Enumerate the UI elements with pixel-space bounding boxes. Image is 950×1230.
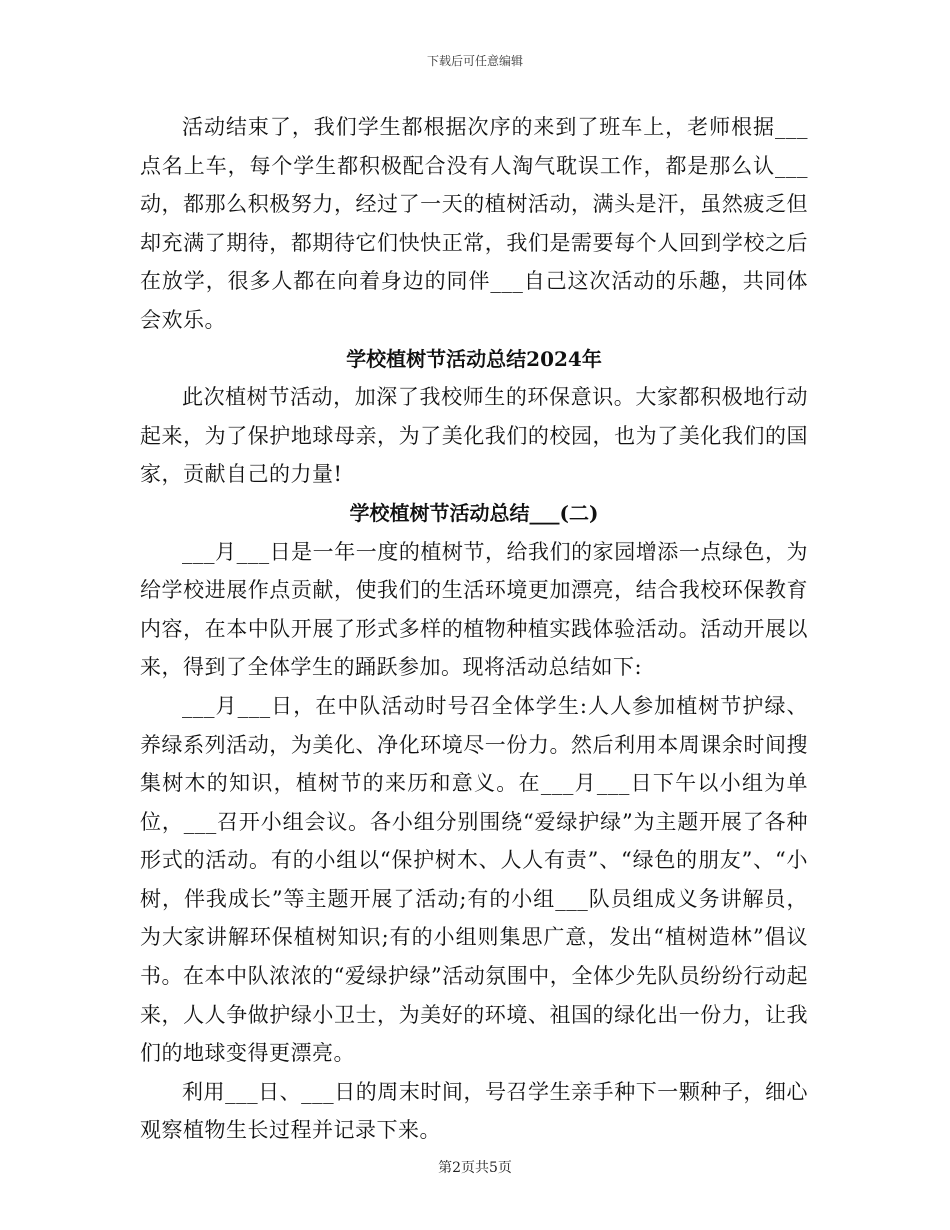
paragraph-environmental-awareness: 此次植树节活动，加深了我校师生的环保意识。大家都积极地行动起来，为了保护地球母亲，为了美化我们的校园，也为了美化我们的国家，贡献自己的力量! [140, 385, 808, 487]
section-title-part-two: 学校植树节活动总结___(二) [349, 500, 599, 525]
paragraph-activity-end: 活动结束了，我们学生都根据次序的来到了班车上，老师根据___点名上车，每个学生都积极配合没有人淘气耽误工作，都是那么认___动，都那么积极努力，经过了一天的植树活动，满头是汗，虽然疲乏但却充满了期待，都期待它们快快正常，我们是需要每个人回到学校之后在放学，很多人都在向着身边的同伴___自己这次活动的乐趣，共同体会欢乐。 [140, 115, 808, 332]
paragraph-arbor-day-intro: ___月___日是一年一度的植树节，给我们的家园增添一点绿色，为给学校进展作点贡献，使我们的生活环境更加漂亮，结合我校环保教育内容，在本中队开展了形式多样的植物种植实践体验活动。活动开展以来，得到了全体学生的踊跃参加。现将活动总结如下: [140, 539, 808, 680]
paragraph-weekend-planting: 利用___日、___日的周末时间，号召学生亲手种下一颗种子，细心观察植物生长过程并记录下来。 [140, 1079, 808, 1143]
page-number-footer: 第2页共5页 [438, 1160, 512, 1176]
section-title-2024: 学校植树节活动总结2024年 [346, 346, 602, 371]
document-body [140, 108, 808, 1150]
page-header-note: 下载后可任意编辑 [426, 54, 523, 68]
paragraph-squad-activities: ___月___日，在中队活动时号召全体学生:人人参加植树节护绿、养绿系列活动，为美化、净化环境尽一份力。然后利用本周课余时间搜集树木的知识，植树节的来历和意义。在___月___日下午以小组为单位，___召开小组会议。各小组分别围绕“爱绿护绿”为主题开展了各种形式的活动。有的小组以“保护树木、人人有责”、“绿色的朋友”、“小树，伴我成长”等主题开展了活动;有的小组___队员组成义务讲解员，为大家讲解环保植树知识;有的小组则集思广意，发出“植树造林”倡议书。在本中队浓浓的“爱绿护绿”活动氛围中，全体少先队员纷纷行动起来，人人争做护绿小卫士，为美好的环境、祖国的绿化出一份力，让我们的地球变得更漂亮。 [140, 693, 808, 1066]
